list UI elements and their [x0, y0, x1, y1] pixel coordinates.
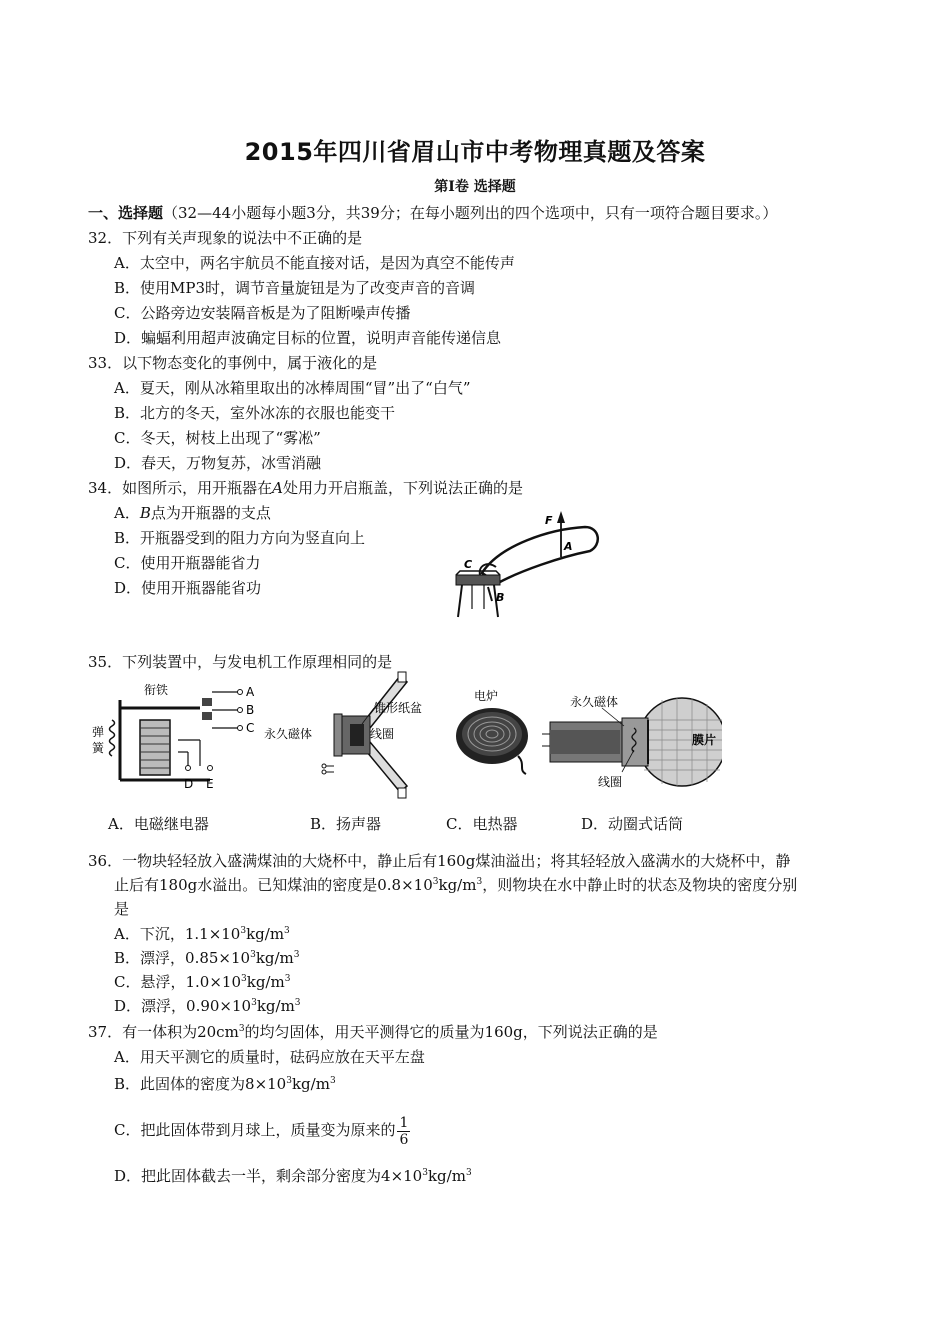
- q35a-label-b: B: [246, 703, 255, 717]
- q32-option-c: C．公路旁边安装隔音板是为了阻断噪声传播: [114, 304, 411, 322]
- q35a-label-d: D: [184, 777, 194, 791]
- q37-c-fraction: [397, 1115, 410, 1148]
- q37-c-numerator: 1: [399, 1114, 409, 1131]
- q35-caption-c: C．电热器: [446, 815, 518, 833]
- q34-stem-var: A: [272, 479, 283, 497]
- q34-label-a: A: [564, 540, 573, 553]
- q34-a-var: B: [139, 504, 151, 522]
- q36-a-text: A．下沉，1.1×10: [114, 925, 241, 943]
- section-header: [88, 203, 777, 223]
- q32-stem: 32．下列有关声现象的说法中不正确的是: [88, 229, 363, 247]
- q37-b-text: B．此固体的密度为8×10: [114, 1075, 287, 1093]
- q35-caption-d: D．动圈式话筒: [581, 815, 684, 833]
- page-subtitle: 第Ⅰ卷 选择题: [434, 179, 516, 195]
- q34-stem: [88, 478, 523, 498]
- q35-relay-figure: [90, 680, 270, 795]
- q35-stove-figure: [448, 686, 538, 781]
- q35-microphone-figure: [542, 690, 722, 800]
- q34-stem-post: 处用力开启瓶盖，下列说法正确的是: [282, 479, 523, 497]
- q37-d-exp2: 3: [465, 1168, 472, 1178]
- q36-d-unit: kg/m: [256, 997, 295, 1015]
- q37-option-a: A．用天平测它的质量时，砝码应放在天平左盘: [114, 1048, 425, 1066]
- q36-option-d: [114, 996, 301, 1016]
- q34-label-b: B: [496, 591, 505, 604]
- q35-caption-a: A．电磁继电器: [108, 815, 209, 833]
- q34-option-d: D．使用开瓶器能省功: [114, 579, 262, 597]
- q37-c-text: C．把此固体带到月球上，质量变为原来的: [114, 1121, 396, 1139]
- q37-option-d: [114, 1166, 472, 1186]
- q36-b-text: B．漂浮，0.85×10: [114, 949, 251, 967]
- q35a-label-spring2: 簧: [92, 741, 105, 755]
- q36-stem2-post: ，则物块在水中静止时的状态及物块的密度分别: [482, 876, 798, 894]
- q34-label-c: C: [464, 558, 473, 571]
- q35a-label-spring1: 弹: [92, 725, 105, 739]
- q36-stem2-unit: kg/m: [438, 876, 477, 894]
- q36-stem2-exp: 3: [432, 877, 439, 887]
- q32-option-b: B．使用MP3时，调节音量旋钮是为了改变声音的音调: [114, 279, 476, 297]
- q34-label-f: F: [545, 514, 553, 527]
- q37-d-exp: 3: [422, 1168, 428, 1178]
- section-label: 一、选择题: [88, 204, 164, 222]
- q36-b-unit: kg/m: [255, 949, 294, 967]
- q36-c-unit: kg/m: [246, 973, 285, 991]
- q34-stem-pre: 34．如图所示，用开瓶器在: [88, 479, 273, 497]
- section-note: （32—44小题每小题3分，共39分；在每小题列出的四个选项中，只有一项符合题目要求。）: [163, 204, 778, 222]
- q37-b-exp: 3: [286, 1076, 292, 1086]
- q36-stem2-pre: 止后有180g水溢出。已知煤油的密度是0.8×10: [114, 876, 433, 894]
- q37-stem-post: 的均匀固体，用天平测得它的质量为160g，下列说法正确的是: [244, 1023, 658, 1041]
- q37-option-c: [114, 1110, 410, 1150]
- q37-b-exp2: 3: [329, 1076, 336, 1086]
- q32-option-a: A．太空中，两名宇航员不能直接对话，是因为真空不能传声: [114, 254, 515, 272]
- q37-stem: [88, 1022, 658, 1042]
- q33-option-d: D．春天，万物复苏，冰雪消融: [114, 454, 322, 472]
- q36-b-exp: 3: [250, 950, 256, 960]
- q35a-label-a: A: [246, 685, 255, 699]
- q34-a-pre: A．: [114, 504, 140, 522]
- q35a-label-e: E: [206, 777, 214, 791]
- q35-caption-b: B．扬声器: [310, 815, 382, 833]
- q36-option-c: [114, 972, 290, 992]
- q34-option-b: B．开瓶器受到的阻力方向为竖直向上: [114, 529, 366, 547]
- q36-stem-line3: 是: [114, 900, 130, 918]
- q36-d-text: D．漂浮，0.90×10: [114, 997, 252, 1015]
- q36-option-b: [114, 948, 300, 968]
- q35-stem: 35．下列装置中，与发电机工作原理相同的是: [88, 653, 393, 671]
- q36-b-exp2: 3: [293, 950, 300, 960]
- q36-option-a: [114, 924, 290, 944]
- q35d-label-film: 膜片: [692, 733, 717, 747]
- q36-c-exp2: 3: [284, 974, 291, 984]
- q35b-label-cone: 锥形纸盆: [374, 701, 423, 715]
- q34-option-c: C．使用开瓶器能省力: [114, 554, 261, 572]
- q34-bottle-opener-figure: [440, 505, 610, 620]
- q35d-label-magnet: 永久磁体: [570, 695, 619, 709]
- q36-a-exp2: 3: [284, 926, 290, 936]
- q37-stem-pre: 37．有一体积为20cm: [88, 1023, 239, 1041]
- q37-stem-exp: 3: [238, 1024, 245, 1034]
- q37-c-denominator: 6: [399, 1131, 409, 1148]
- q37-d-text: D．把此固体截去一半，剩余部分密度为4×10: [114, 1167, 423, 1185]
- q35d-label-coil: 线圈: [598, 775, 623, 789]
- q33-option-a: A．夏天，刚从冰箱里取出的冰棒周围“冒”出了“白气”: [114, 379, 471, 397]
- q36-stem2-exp2: 3: [476, 877, 483, 887]
- q36-a-exp: 3: [240, 926, 247, 936]
- q34-option-a: [114, 503, 271, 523]
- q35b-label-magnet: 永久磁体: [264, 727, 313, 741]
- q36-stem-line2: [114, 875, 797, 895]
- q35a-label-c: C: [246, 721, 255, 735]
- q36-a-unit: kg/m: [246, 925, 285, 943]
- q35b-label-coil: 线圈: [370, 727, 395, 741]
- q36-d-exp2: 3: [294, 998, 301, 1008]
- q35c-label-stove: 电炉: [474, 689, 499, 703]
- q36-c-text: C．悬浮，1.0×10: [114, 973, 241, 991]
- q36-d-exp: 3: [251, 998, 257, 1008]
- q35-speaker-figure: [262, 668, 437, 803]
- q36-stem-line1: 36．一物块轻轻放入盛满煤油的大烧杯中，静止后有160g煤油溢出；将其轻轻放入盛满水的大烧杯中，静: [88, 852, 791, 870]
- q37-option-b: [114, 1074, 336, 1094]
- q36-c-exp: 3: [241, 974, 247, 984]
- q33-option-b: B．北方的冬天，室外冰冻的衣服也能变干: [114, 404, 396, 422]
- q32-option-d: D．蝙蝠利用超声波确定目标的位置，说明声音能传递信息: [114, 329, 502, 347]
- q37-b-unit: kg/m: [291, 1075, 330, 1093]
- q34-a-post: 点为开瓶器的支点: [150, 504, 271, 522]
- q33-stem: 33．以下物态变化的事例中，属于液化的是: [88, 354, 378, 372]
- q37-d-unit: kg/m: [427, 1167, 466, 1185]
- q33-option-c: C．冬天，树枝上出现了“雾凇”: [114, 429, 321, 447]
- page-title: 2015年四川省眉山市中考物理真题及答案: [244, 138, 706, 166]
- q35a-label-armature: 衔铁: [144, 683, 169, 697]
